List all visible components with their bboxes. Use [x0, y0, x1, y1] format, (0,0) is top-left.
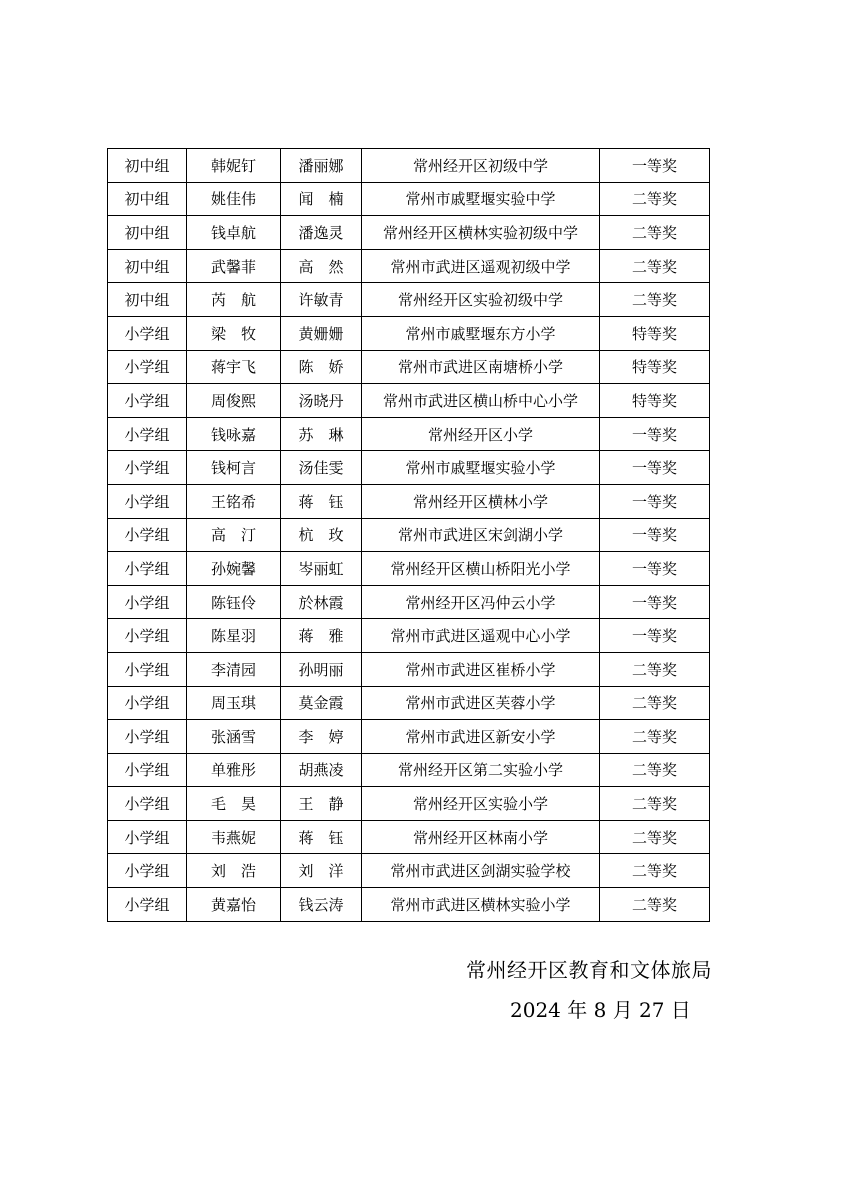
teacher-cell: 潘丽娜: [281, 149, 362, 183]
group-cell: 初中组: [108, 283, 187, 317]
award-cell: 二等奖: [600, 753, 710, 787]
group-cell: 小学组: [108, 451, 187, 485]
group-cell: 小学组: [108, 585, 187, 619]
student-cell: 高 汀: [187, 518, 281, 552]
school-cell: 常州市武进区崔桥小学: [362, 652, 600, 686]
school-cell: 常州市武进区南塘桥小学: [362, 350, 600, 384]
student-cell: 陈星羽: [187, 619, 281, 653]
teacher-cell: 岑丽虹: [281, 552, 362, 586]
group-cell: 小学组: [108, 350, 187, 384]
teacher-cell: 钱云涛: [281, 888, 362, 922]
teacher-cell: 孙明丽: [281, 652, 362, 686]
group-cell: 小学组: [108, 720, 187, 754]
award-cell: 一等奖: [600, 417, 710, 451]
group-cell: 小学组: [108, 686, 187, 720]
teacher-cell: 潘逸灵: [281, 216, 362, 250]
group-cell: 小学组: [108, 552, 187, 586]
teacher-cell: 高 然: [281, 249, 362, 283]
group-cell: 小学组: [108, 787, 187, 821]
table-row: [108, 149, 710, 183]
school-cell: 常州市武进区横林实验小学: [362, 888, 600, 922]
teacher-cell: 李 婷: [281, 720, 362, 754]
table-row: [108, 249, 710, 283]
group-cell: 小学组: [108, 417, 187, 451]
student-cell: 梁 牧: [187, 316, 281, 350]
school-cell: 常州经开区第二实验小学: [362, 753, 600, 787]
issue-date: 2024 年 8 月 27 日: [510, 998, 691, 1022]
group-cell: 小学组: [108, 518, 187, 552]
award-cell: 二等奖: [600, 820, 710, 854]
student-cell: 钱咏嘉: [187, 417, 281, 451]
teacher-cell: 蒋 钰: [281, 820, 362, 854]
table-row: [108, 854, 710, 888]
award-cell: 一等奖: [600, 451, 710, 485]
group-cell: 初中组: [108, 182, 187, 216]
school-cell: 常州市戚墅堰实验中学: [362, 182, 600, 216]
school-cell: 常州经开区横林实验初级中学: [362, 216, 600, 250]
table-row: [108, 484, 710, 518]
school-cell: 常州市武进区遥观中心小学: [362, 619, 600, 653]
group-cell: 小学组: [108, 820, 187, 854]
teacher-cell: 莫金霞: [281, 686, 362, 720]
award-cell: 二等奖: [600, 249, 710, 283]
award-cell: 二等奖: [600, 652, 710, 686]
group-cell: 小学组: [108, 316, 187, 350]
school-cell: 常州经开区实验初级中学: [362, 283, 600, 317]
teacher-cell: 胡燕凌: [281, 753, 362, 787]
award-cell: 二等奖: [600, 216, 710, 250]
teacher-cell: 闻 楠: [281, 182, 362, 216]
table-row: [108, 888, 710, 922]
award-cell: 特等奖: [600, 350, 710, 384]
award-cell: 特等奖: [600, 384, 710, 418]
school-cell: 常州经开区小学: [362, 417, 600, 451]
school-cell: 常州市武进区遥观初级中学: [362, 249, 600, 283]
table-row: [108, 182, 710, 216]
school-cell: 常州市武进区宋剑湖小学: [362, 518, 600, 552]
table-row: [108, 720, 710, 754]
teacher-cell: 黄姗姗: [281, 316, 362, 350]
student-cell: 韦燕妮: [187, 820, 281, 854]
student-cell: 韩妮钉: [187, 149, 281, 183]
teacher-cell: 於林霞: [281, 585, 362, 619]
group-cell: 初中组: [108, 216, 187, 250]
student-cell: 张涵雪: [187, 720, 281, 754]
teacher-cell: 蒋 钰: [281, 484, 362, 518]
student-cell: 王铭希: [187, 484, 281, 518]
student-cell: 李清园: [187, 652, 281, 686]
student-cell: 单雅彤: [187, 753, 281, 787]
student-cell: 黄嘉怡: [187, 888, 281, 922]
group-cell: 小学组: [108, 652, 187, 686]
table-row: [108, 216, 710, 250]
table-row: [108, 384, 710, 418]
student-cell: 武馨菲: [187, 249, 281, 283]
teacher-cell: 蒋 雅: [281, 619, 362, 653]
student-cell: 周俊熙: [187, 384, 281, 418]
group-cell: 小学组: [108, 484, 187, 518]
table-row: [108, 686, 710, 720]
table-row: [108, 316, 710, 350]
teacher-cell: 许敏青: [281, 283, 362, 317]
award-cell: 一等奖: [600, 552, 710, 586]
table-row: [108, 283, 710, 317]
teacher-cell: 苏 琳: [281, 417, 362, 451]
school-cell: 常州经开区横山桥阳光小学: [362, 552, 600, 586]
teacher-cell: 王 静: [281, 787, 362, 821]
student-cell: 钱柯言: [187, 451, 281, 485]
school-cell: 常州经开区冯仲云小学: [362, 585, 600, 619]
award-cell: 一等奖: [600, 619, 710, 653]
group-cell: 小学组: [108, 854, 187, 888]
awards-table-body: [108, 149, 710, 922]
award-cell: 一等奖: [600, 585, 710, 619]
award-cell: 二等奖: [600, 787, 710, 821]
table-row: [108, 820, 710, 854]
table-row: [108, 585, 710, 619]
issuing-organization: 常州经开区教育和文体旅局: [466, 958, 712, 982]
table-row: [108, 350, 710, 384]
award-cell: 二等奖: [600, 720, 710, 754]
award-cell: 二等奖: [600, 686, 710, 720]
school-cell: 常州市武进区剑湖实验学校: [362, 854, 600, 888]
student-cell: 孙婉馨: [187, 552, 281, 586]
group-cell: 小学组: [108, 384, 187, 418]
student-cell: 毛 昊: [187, 787, 281, 821]
table-row: [108, 787, 710, 821]
school-cell: 常州市戚墅堰实验小学: [362, 451, 600, 485]
school-cell: 常州经开区横林小学: [362, 484, 600, 518]
table-row: [108, 753, 710, 787]
award-cell: 二等奖: [600, 283, 710, 317]
table-row: [108, 518, 710, 552]
school-cell: 常州经开区实验小学: [362, 787, 600, 821]
teacher-cell: 汤佳雯: [281, 451, 362, 485]
student-cell: 姚佳伟: [187, 182, 281, 216]
award-cell: 二等奖: [600, 182, 710, 216]
student-cell: 刘 浩: [187, 854, 281, 888]
teacher-cell: 杭 玫: [281, 518, 362, 552]
table-row: [108, 451, 710, 485]
student-cell: 蒋宇飞: [187, 350, 281, 384]
teacher-cell: 陈 娇: [281, 350, 362, 384]
school-cell: 常州经开区初级中学: [362, 149, 600, 183]
student-cell: 芮 航: [187, 283, 281, 317]
award-cell: 特等奖: [600, 316, 710, 350]
student-cell: 钱卓航: [187, 216, 281, 250]
award-cell: 二等奖: [600, 854, 710, 888]
school-cell: 常州市武进区新安小学: [362, 720, 600, 754]
award-cell: 一等奖: [600, 484, 710, 518]
table-row: [108, 619, 710, 653]
award-cell: 一等奖: [600, 149, 710, 183]
group-cell: 小学组: [108, 753, 187, 787]
table-row: [108, 552, 710, 586]
award-cell: 一等奖: [600, 518, 710, 552]
awards-table: [107, 148, 710, 922]
group-cell: 小学组: [108, 888, 187, 922]
school-cell: 常州经开区林南小学: [362, 820, 600, 854]
table-row: [108, 417, 710, 451]
group-cell: 初中组: [108, 149, 187, 183]
group-cell: 小学组: [108, 619, 187, 653]
table-row: [108, 652, 710, 686]
student-cell: 陈钰伶: [187, 585, 281, 619]
student-cell: 周玉琪: [187, 686, 281, 720]
teacher-cell: 汤晓丹: [281, 384, 362, 418]
group-cell: 初中组: [108, 249, 187, 283]
award-cell: 二等奖: [600, 888, 710, 922]
school-cell: 常州市武进区芙蓉小学: [362, 686, 600, 720]
teacher-cell: 刘 洋: [281, 854, 362, 888]
school-cell: 常州市武进区横山桥中心小学: [362, 384, 600, 418]
school-cell: 常州市戚墅堰东方小学: [362, 316, 600, 350]
